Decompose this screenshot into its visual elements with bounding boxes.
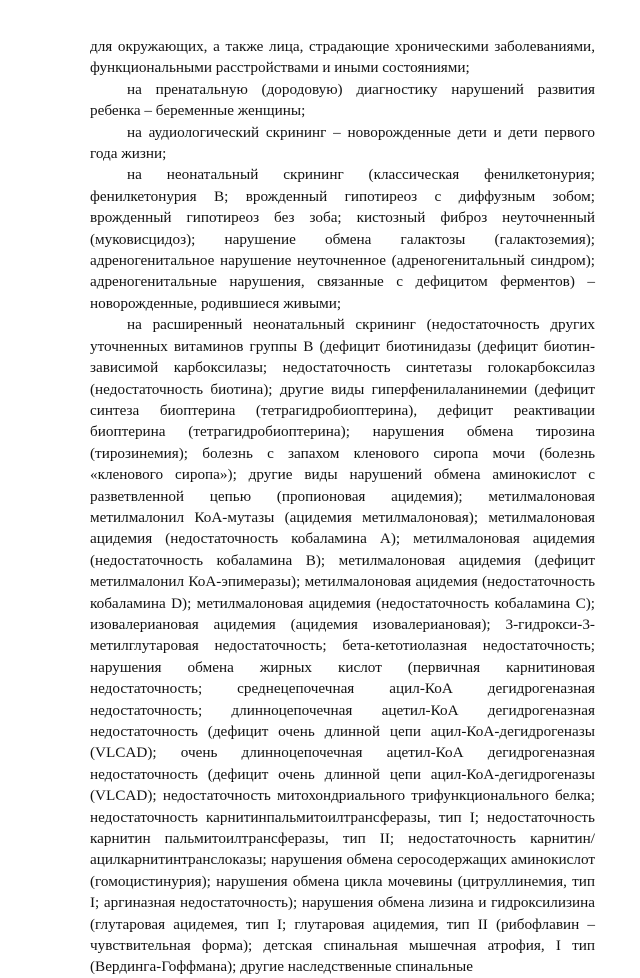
document-page (90, 36, 595, 978)
paragraph-continuation: для окружающих, а также лица, страдающие хроническими заболеваниями, функциональными расстройствами и иными состояниями; (90, 38, 595, 77)
paragraph-neonatal-screening: на неонатальный скрининг (классическая фенилкетонурия; фенилкетонурия B; врожденный гипотиреоз с диффузным зобом; врожденный гипотиреоз без зоба; кистозный фиброз неуточненный (муковисцидоз); нарушение обмена галактозы (галактоземия); адреногенитальное нарушение неуточненное (адреногенитальный синдром); адреногенитальные нарушения, связанные с дефицитом ферментов) – новорожденные, родившиеся живыми; (90, 166, 595, 312)
paragraph-prenatal-diagnosis: на пренатальную (дородовую) диагностику нарушений развития ребенка – беременные женщины; (90, 80, 595, 120)
paragraph-audiological-screening: на аудиологический скрининг – новорожденные дети и дети первого года жизни; (90, 123, 595, 163)
paragraph-extended-neonatal-screening: на расширенный неонатальный скрининг (недостаточность других уточненных витаминов группы B (дефицит биотинидазы (дефицит биотин-зависимой карбоксилазы; недостаточность синтетазы голокарбоксилаз (недостаточность биотина); другие виды гиперфенилаланинемии (дефицит синтеза биоптерина (тетрагидробиоптерина), дефицит реактивации биоптерина (тетрагидробиоптерина); нарушения обмена тирозина (тирозинемия); болезнь с запахом кленового сиропа мочи (болезнь «кленового сиропа»); другие виды нарушений обмена аминокислот с разветвленной цепью (пропионовая ацидемия); метилмалоновая метилмалонил КоА-мутазы (ацидемия метилмалоновая); метилмалоновая ацидемия (недостаточность кобаламина A); метилмалоновая ацидемия (недостаточность кобаламина B); метилмалоновая ацидемия (дефицит метилмалонил КоА-эпимеразы); метилмалоновая ацидемия (недостаточность кобаламина D); метилмалоновая ацидемия (недостаточность кобаламина C); изовалериановая ацидемия (ацидемия изовалериановая); 3-гидрокси-3-метилглутаровая недостаточность; бета-кетотиолазная недостаточность; нарушения обмена жирных кислот (первичная карнитиновая недостаточность; среднецепочечная ацил-КоА дегидрогеназная недостаточность; длинноцепочечная ацетил-КоА дегидрогеназная недостаточность (дефицит очень длинной цепи ацил-КоА-дегидрогеназы (VLCAD); очень длинноцепочечная ацетил-КоА дегидрогеназная недостаточность (дефицит очень длинной цепи ацил-КоА-дегидрогеназы (VLCAD); недостаточность митохондриального трифункционального белка; недостаточность карнитинпальмитоилтрансферазы, тип I; недостаточность карнитин пальмитоилтрансферазы, тип II; недостаточность карнитин/ацилкарнитинтранслоказы; нарушения обмена серосодержащих аминокислот (гомоцистинурия); нарушения обмена цикла мочевины (цитруллинемия, тип I; аргиназная недостаточность); нарушения обмена лизина и гидроксилизина (глутаровая ацидемея, тип I; глутаровая ацидемия, тип II (рибофлавин – чувствительная форма); детская спинальная мышечная атрофия, I тип (Вердинга-Гоффмана); другие наследственные спинальные (90, 316, 595, 976)
